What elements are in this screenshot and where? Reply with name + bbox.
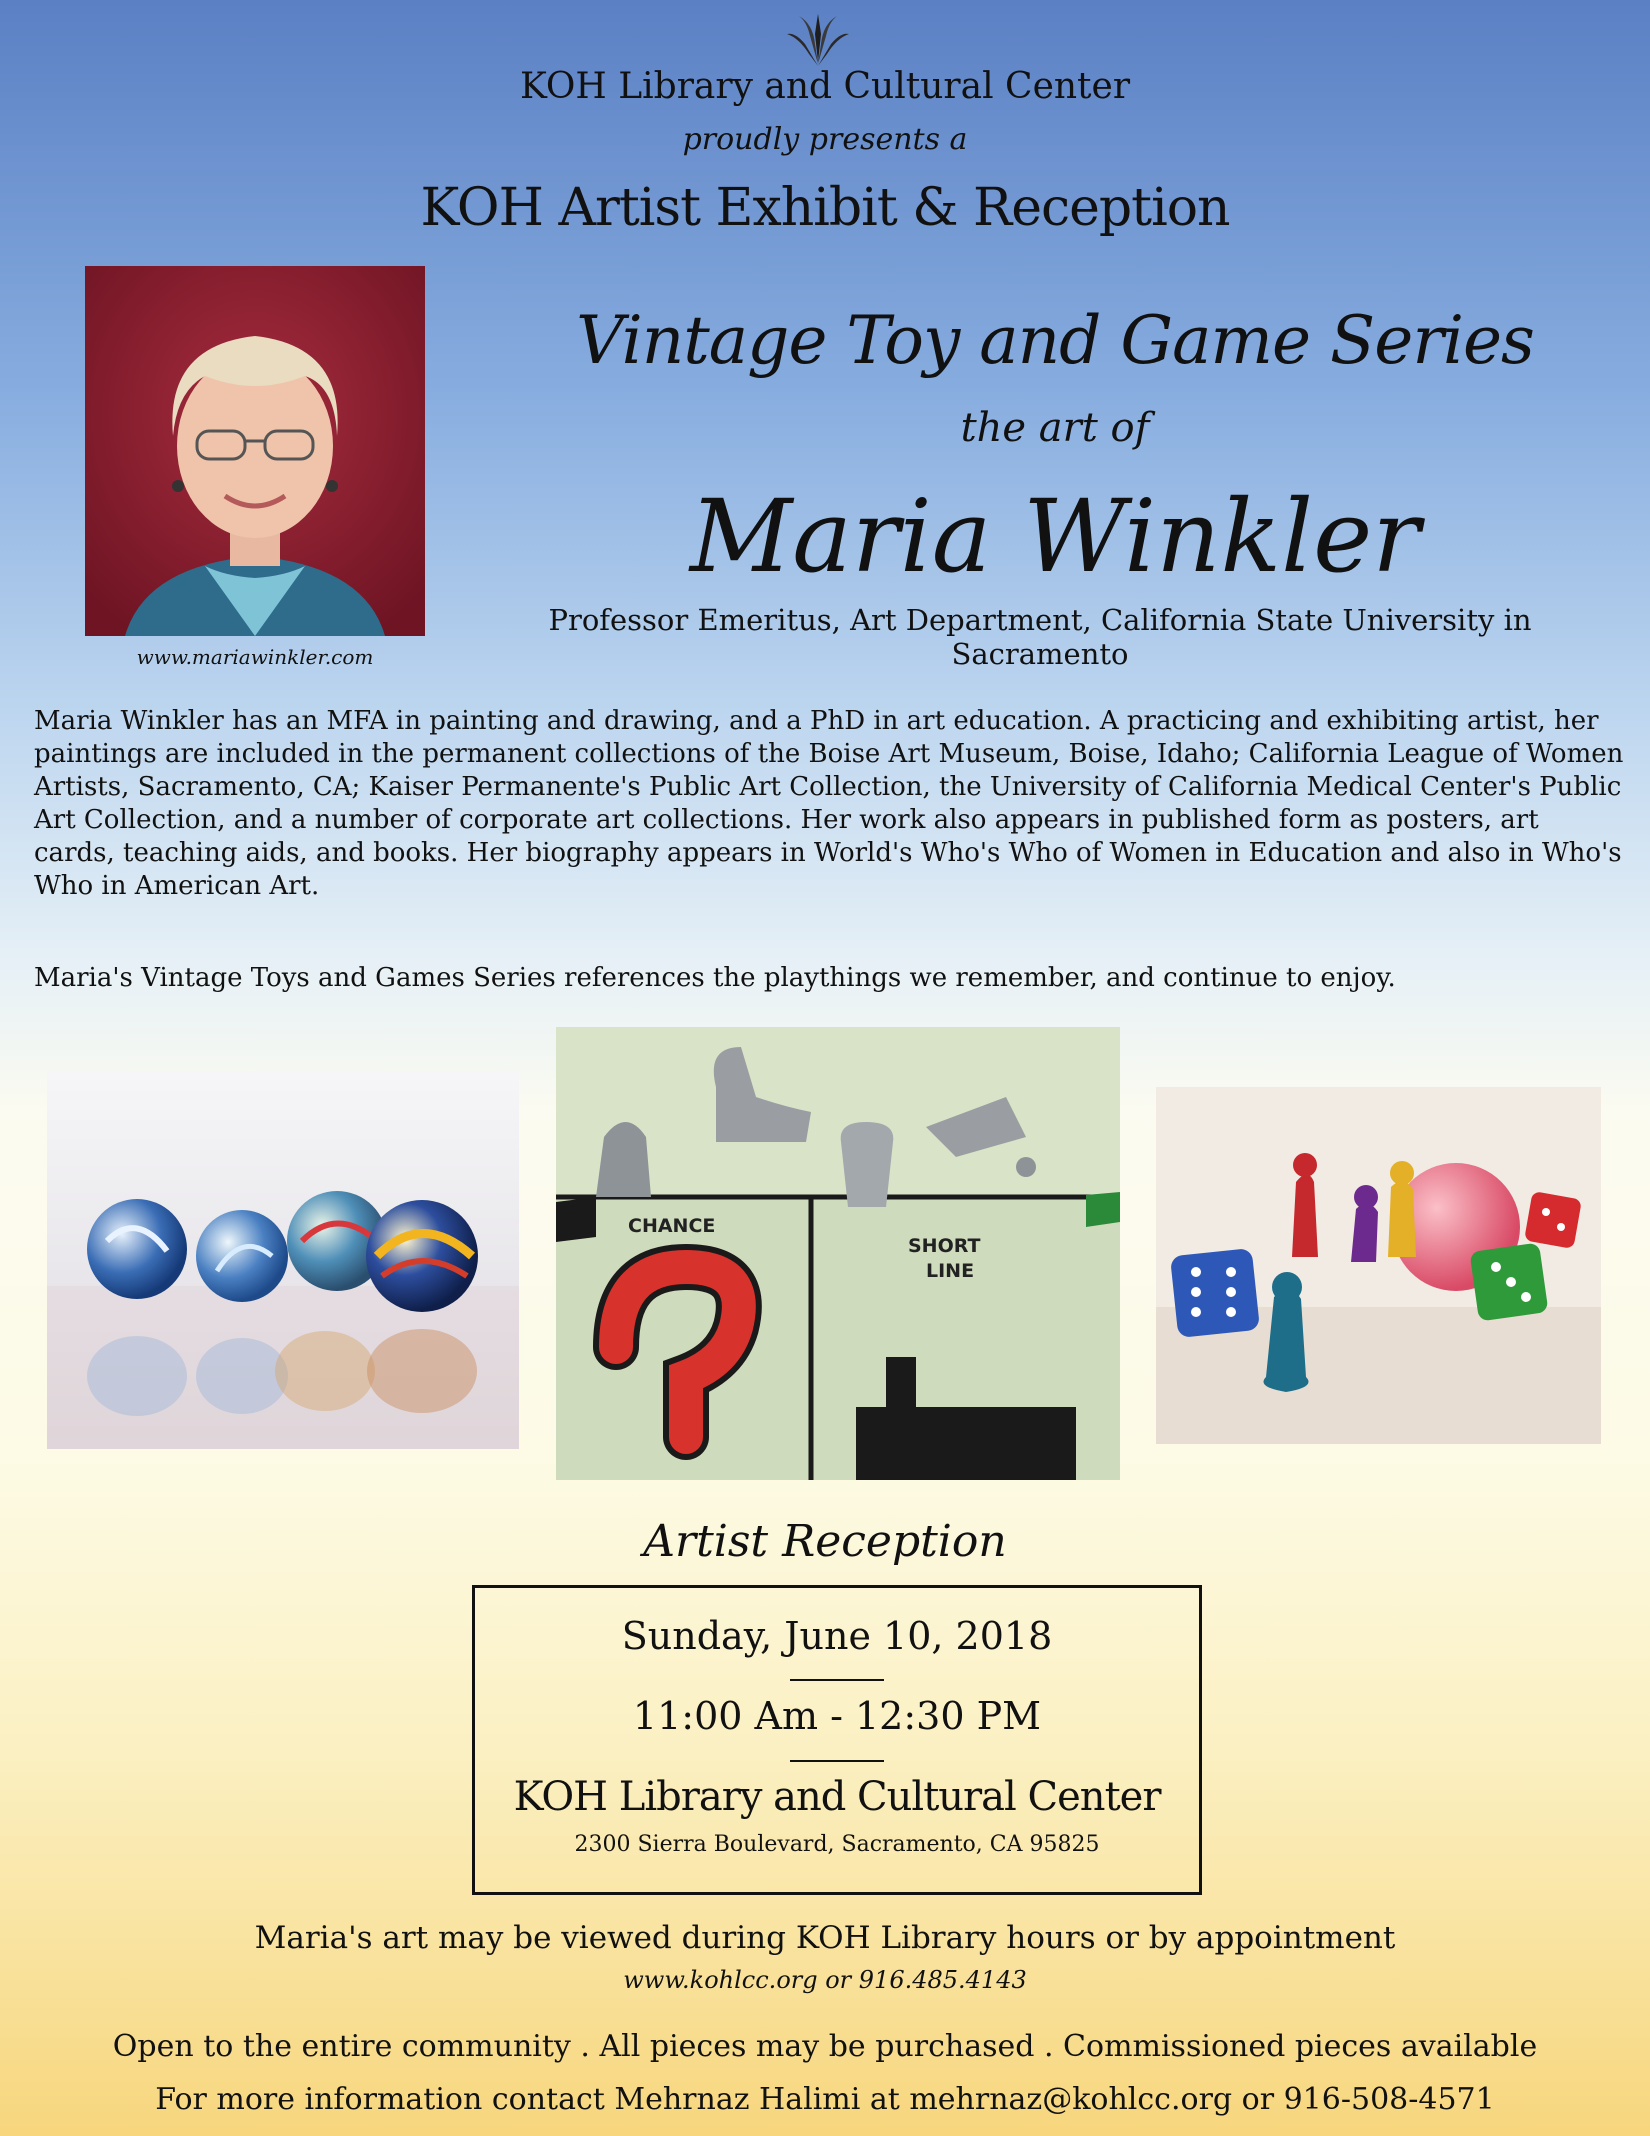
series-description: Maria's Vintage Toys and Games Series references the playthings we remember, and continue to enjoy.: [34, 963, 1396, 993]
artwork-marbles: [47, 1071, 519, 1449]
koh-logo-icon: [785, 14, 851, 66]
artwork-monopoly: [556, 1027, 1120, 1480]
series-title: Vintage Toy and Game Series: [576, 302, 1534, 379]
presents-line: proudly presents a: [682, 122, 968, 157]
reception-venue: KOH Library and Cultural Center: [513, 1774, 1161, 1820]
art-of-line: the art of: [960, 405, 1150, 451]
artist-website[interactable]: www.mariawinkler.com: [136, 645, 374, 669]
artist-title: Professor Emeritus, Art Department, California State University in Sacramento: [548, 603, 1532, 671]
viewing-info: Maria's art may be viewed during KOH Library hours or by appointment: [254, 1920, 1396, 1956]
reception-time: 11:00 Am - 12:30 PM: [632, 1694, 1042, 1738]
divider: [790, 1679, 884, 1681]
short-line-label: SHORT: [908, 1235, 981, 1257]
reception-date: Sunday, June 10, 2018: [621, 1614, 1053, 1658]
reception-details-box: [472, 1585, 1202, 1895]
bio-paragraph: Maria Winkler has an MFA in painting and drawing, and a PhD in art education. A practicing and exhibiting artist, her paintings are included in the permanent collections of the Boise Art Museum, Boise, Idaho; California League of Women Artists, Sacramento, CA; Kaiser Permanente's Public Art Collection, the University of California Medical Center's Public Art Collection, and a number of corporate art collections. Her work also appears in published form as posters, art cards, teaching aids, and books. Her biography appears in World's Who's Who of Women in Education and also in Who's Who in American Art.: [34, 706, 1624, 901]
divider: [790, 1760, 884, 1762]
event-title: KOH Artist Exhibit & Reception: [420, 178, 1230, 238]
artist-name: Maria Winkler: [689, 478, 1421, 595]
reception-heading: Artist Reception: [643, 1516, 1007, 1567]
chance-label: CHANCE: [628, 1215, 716, 1237]
contact-website-phone[interactable]: www.kohlcc.org or 916.485.4143: [623, 1966, 1027, 1994]
community-note: Open to the entire community . All pieces may be purchased . Commissioned pieces available: [112, 2029, 1538, 2064]
short-line-label-2: LINE: [926, 1260, 975, 1282]
artist-portrait: [85, 266, 425, 636]
org-title: KOH Library and Cultural Center: [519, 66, 1131, 107]
artwork-game-pieces: [1156, 1087, 1601, 1444]
reception-address: 2300 Sierra Boulevard, Sacramento, CA 95825: [574, 1832, 1100, 1857]
contact-info: For more information contact Mehrnaz Halimi at mehrnaz@kohlcc.org or 916-508-4571: [155, 2082, 1495, 2117]
